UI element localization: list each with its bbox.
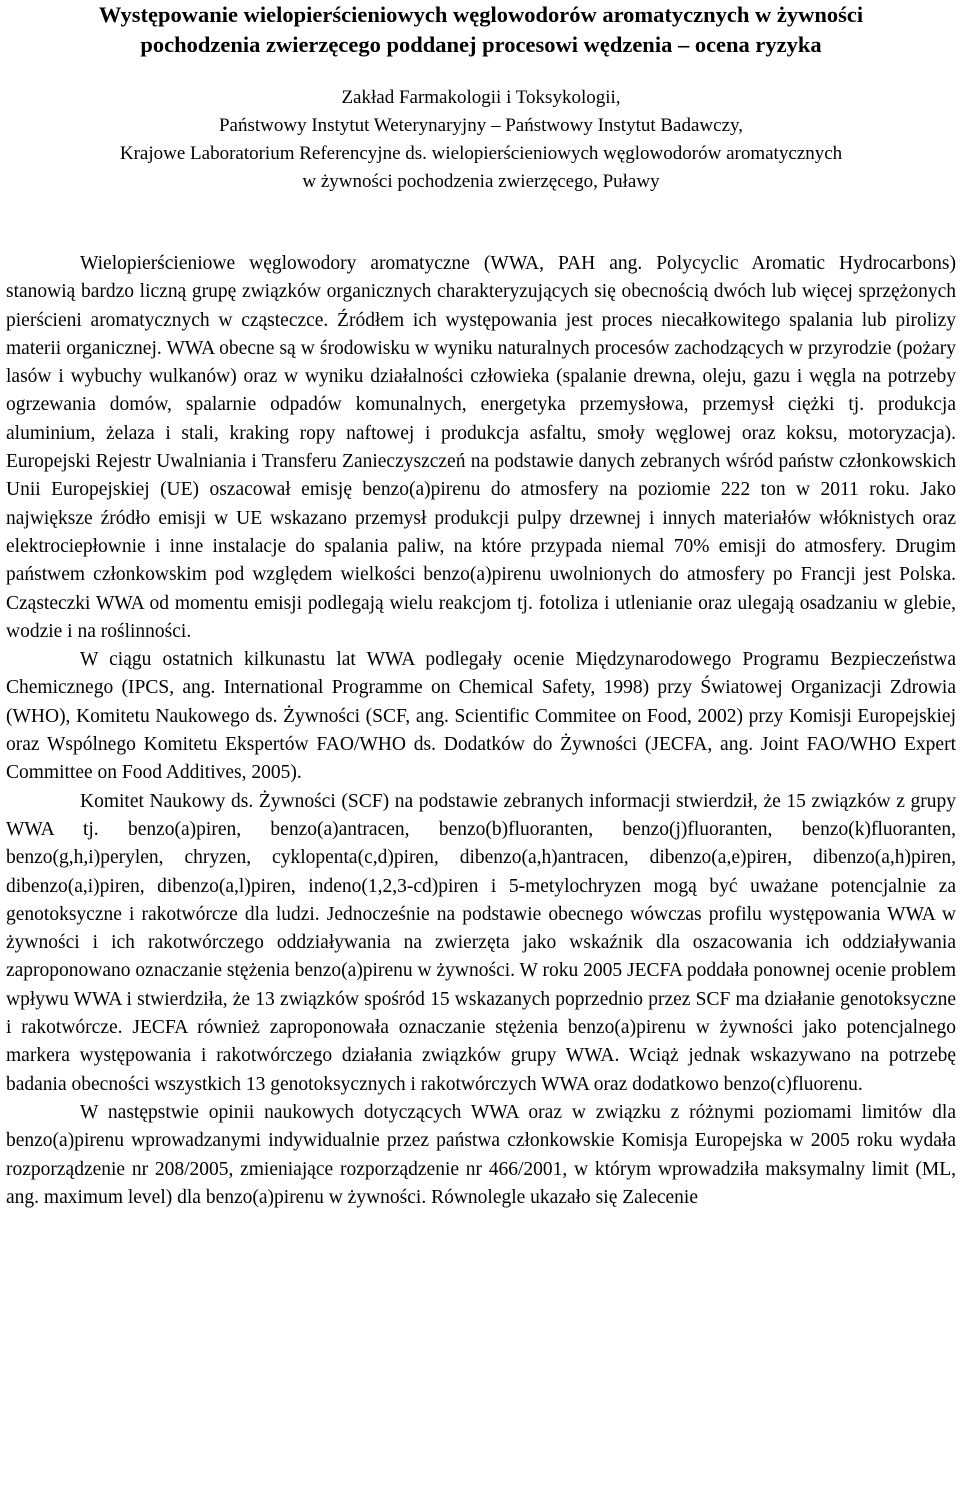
affiliation-line: w żywności pochodzenia zwierzęcego, Puławy	[302, 171, 660, 192]
title-line-1: Występowanie wielopierścieniowych węglowodorów aromatycznych w żywności	[98, 2, 864, 27]
body-paragraph: Wielopierścieniowe węglowodory aromatyczne (WWA, PAH ang. Polycyclic Aromatic Hydrocarbons) stanowią bardzo liczną grupę związków organicznych charakteryzujących się obecnością dwóch lub więcej sprzężonych pierścieni aromatycznych w cząsteczce. Źródłem ich występowania jest proces niecałkowitego spalania lub pirolizy materii organicznej. WWA obecne są w środowisku w wyniku naturalnych procesów zachodzących w przyrodzie (pożary lasów i wybuchy wulkanów) oraz w wyniku działalności człowieka (spalanie drewna, oleju, gazu i węgla na potrzeby ogrzewania domów, spalarnie odpadów komunalnych, energetyka przemysłowa, przemysł ciężki tj. produkcja aluminium, żelaza i stali, kraking ropy naftowej i produkcja asfaltu, smoły węglowej oraz koksu, motoryzacja). Europejski Rejestr Uwalniania i Transferu Zanieczyszczeń na podstawie danych zebranych wśród państw członkowskich Unii Europejskiej (UE) oszacował emisję benzo(a)pirenu do atmosfery na poziomie 222 ton w 2011 roku. Jako największe źródło emisji w UE wskazano przemysł produkcji pulpy drzewnej i innych materiałów włóknistych oraz elektrociepłownie i inne instalacje do spalania paliw, na które przypada niemal 70% emisji do atmosfery. Drugim państwem członkowskim pod względem wielkości benzo(a)pirenu uwolnionych do atmosfery po Francji jest Polska. Cząsteczki WWA od momentu emisji podlegają wielu reakcjom tj. fotoliza i utlenianie oraz ulegają osadzaniu w glebie, wodzie i na roślinności.	[6, 253, 956, 642]
body-paragraph: W następstwie opinii naukowych dotyczących WWA oraz w związku z różnymi poziomami limitów dla benzo(a)pirenu wprowadzanymi indywidualnie przez państwa członkowskie Komisja Europejska w 2005 roku wydała rozporządzenie nr 208/2005, zmieniające rozporządzenie nr 466/2001, w którym wprowadziła maksymalny limit (ML, ang. maximum level) dla benzo(a)pirenu w żywności. Równolegle ukazało się Zalecenie	[6, 1101, 956, 1208]
document-page	[6, 0, 956, 1212]
document-title	[6, 0, 956, 60]
body-paragraph: Komitet Naukowy ds. Żywności (SCF) na podstawie zebranych informacji stwierdził, że 15 związków z grupy WWA tj. benzo(a)piren, benzo(a)antracen, benzo(b)fluoranten, benzo(j)fluoranten, benzo(k)fluoranten, benzo(g,h,i)perylen, chryzen, cyklopenta(c,d)piren, dibenzo(a,h)antracen, dibenzo(a,e)pirен, dibenzo(a,h)piren, dibenzo(a,i)piren, dibenzo(a,l)piren, indeno(1,2,3-cd)piren i 5-metylochryzen mogą być uważane potencjalnie za genotoksyczne i rakotwórcze dla ludzi. Jednocześnie na podstawie obecnego wówczas profilu występowania WWA w żywności i ich rakotwórczego oddziaływania na zwierzęta jako wskaźnik dla oszacowania ich oddziaływania zaproponowano oznaczanie stężenia benzo(a)pirenu w żywności. W roku 2005 JECFA poddała ponownej ocenie problem wpływu WWA i stwierdziła, że 13 związków spośród 15 wskazanych poprzednio przez SCF ma działanie genotoksyczne i rakotwórcze. JECFA również zaproponowała oznaczanie stężenia benzo(a)pirenu w żywności jako potencjalnego markera występowania i rakotwórczego działania związków grupy WWA. Wciąż jednak wskazywano na potrzebę badania obecności wszystkich 13 genotoksycznych i rakotwórczych WWA oraz dodatkowo benzo(c)fluorenu.	[6, 790, 956, 1095]
title-line-2: pochodzenia zwierzęcego poddanej procesowi wędzenia – ocena ryzyka	[140, 32, 822, 57]
affiliation-line: Zakład Farmakologii i Toksykologii,	[341, 87, 621, 108]
affiliation-block	[6, 84, 956, 196]
body-paragraph: W ciągu ostatnich kilkunastu lat WWA podlegały ocenie Międzynarodowego Programu Bezpieczeństwa Chemicznego (IPCS, ang. International Programme on Chemical Safety, 1998) przy Światowej Organizacji Zdrowia (WHO), Komitetu Naukowego ds. Żywności (SCF, ang. Scientific Commitee on Food, 2002) przy Komisji Europejskiej oraz Wspólnego Komitetu Ekspertów FAO/WHO ds. Dodatków do Żywności (JECFA, ang. Joint FAO/WHO Expert Committee on Food Additives, 2005).	[6, 649, 956, 784]
affiliation-line: Krajowe Laboratorium Referencyjne ds. wielopierścieniowych węglowodorów aromatycznych	[119, 143, 843, 164]
document-body	[6, 250, 956, 1212]
affiliation-line: Państwowy Instytut Weterynaryjny – Państwowy Instytut Badawczy,	[218, 115, 744, 136]
